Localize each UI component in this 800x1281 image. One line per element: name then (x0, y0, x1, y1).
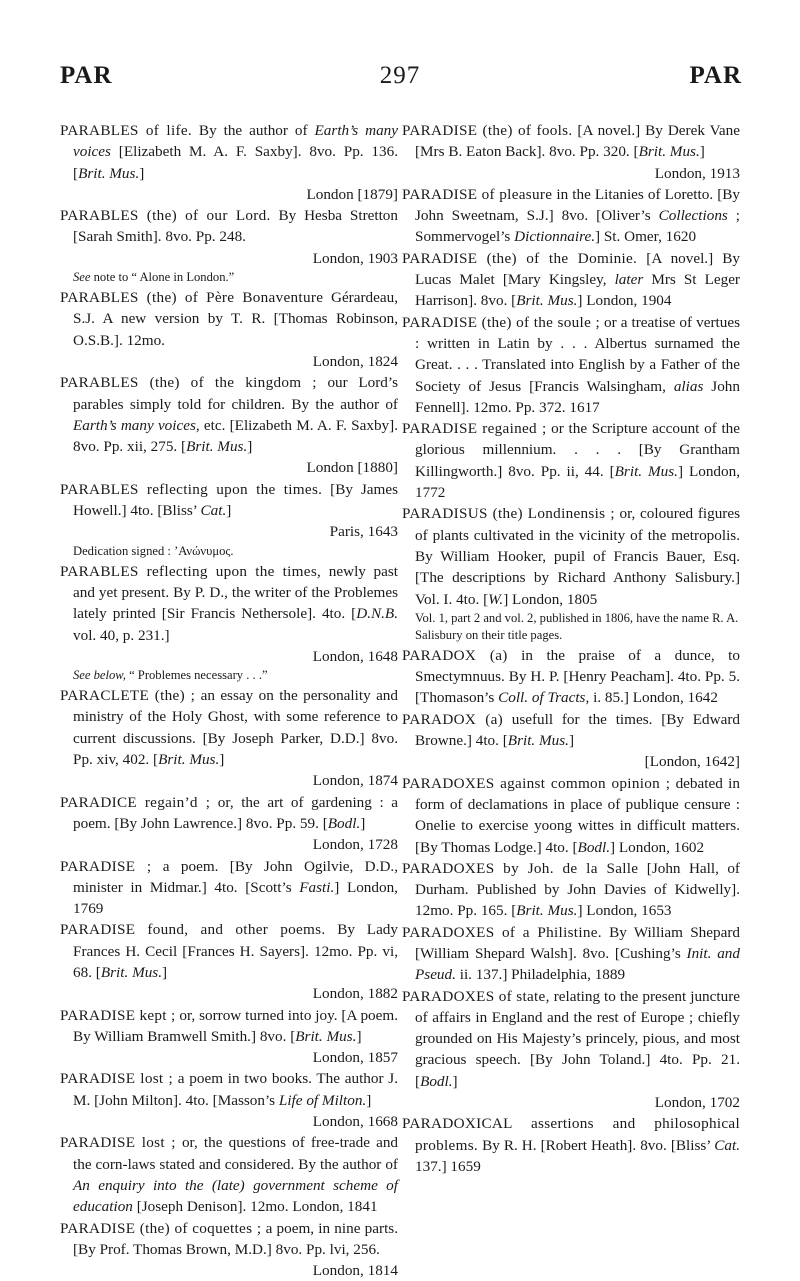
entry-headword: PARABLES of life. (60, 122, 192, 139)
page-number: 297 (379, 62, 421, 89)
entry-imprint: London [1880] (306, 459, 398, 477)
italic-title: Brit. Mus. (158, 751, 220, 769)
entry-imprint: London, 1648 (312, 647, 398, 665)
bibliography-entry: PARADISE of pleasure in the Litanies of Loretto. [By John Sweetnam, S.J.] 8vo. [Oliver’s Collections ; Sommervogel’s Dictionnaire.] St. Omer, 1620 (402, 185, 740, 246)
italic-title: Brit. Mus. (614, 462, 678, 480)
bibliography-entry: PARABLES reflecting upon the times, newly past and yet present. By P. D., the writer of the Problemes lately printed [Sir Francis Nethersole]. 4to. [D.N.B. vol. 40, p. 231.] London, 1648 (60, 561, 398, 667)
italic-title: W. (488, 590, 504, 608)
entry-note: Dedication signed : ’Ανώνυμος. (73, 543, 234, 558)
entry-headword: PARADICE regain’d ; (60, 793, 211, 811)
italic-title: Bodl. (420, 1072, 453, 1090)
italic-title: Bodl. (577, 838, 611, 856)
bibliography-entry: PARADOXICAL assertions and philosophical problems. By R. H. [Robert Heath]. 8vo. [Bliss’ Cat. 137.] 1659 (402, 1115, 740, 1175)
entry-headword: PARADISE (the) of the Dominie. (402, 249, 638, 267)
entry-headword: PARADISE (the) of fools. (402, 122, 573, 139)
bibliography-entry: PARADISE (the) of coquettes ; a poem, in nine parts. [By Prof. Thomas Brown, M.D.] 8vo. Pp. lvi, 256. London, 1814 (60, 1218, 398, 1281)
entry-headword: PARADOXICAL assertions and philosophical problems. (402, 1115, 740, 1154)
bibliography-entry: PARADOXES by Joh. de la Salle [John Hall, of Durham. Published by John Davies of Kidwelly]. 12mo. Pp. 165. [Brit. Mus.] London, 1653 (402, 859, 740, 920)
entry-headword: PARABLES (the) of our Lord. (60, 207, 271, 225)
bibliography-entry: PARADISUS (the) Londinensis ; or, coloured figures of plants cultivated in the vicinity of the metropolis. By William Hooker, pupil of Francis Bauer, Esq. [The descriptions by Richard Anthony Salisbury.] Vol. I. 4to. [W.] London, 1805 (402, 505, 740, 608)
entry-headword: PARADOXES by Joh. de la Salle (402, 859, 639, 877)
italic-title: See (73, 270, 91, 285)
entry-headword: PARADISE kept ; (60, 1006, 176, 1024)
italic-title: An enquiry into the (late) government scheme of education (73, 1176, 398, 1216)
italic-title: Collections (658, 207, 728, 225)
bibliography-entry: PARACLETE (the) ; an essay on the personality and ministry of the Holy Ghost, with some reference to current discussions. [By Joseph Parker, D.D.] 8vo. Pp. xiv, 402. [Brit. Mus.] London, 1874 (60, 685, 398, 791)
entry-headword: PARADOX (a) (402, 646, 508, 664)
entry-imprint: London, 1814 (312, 1262, 398, 1280)
entry-headword: PARADISE ; (60, 857, 152, 875)
bibliography-entry: PARADISE (the) of fools. [A novel.] By Derek Vane [Mrs B. Eaton Back]. 8vo. Pp. 320. [Brit. Mus.] London, 1913 (402, 120, 740, 184)
entry-headword: PARADISE regained ; (402, 420, 547, 438)
entry-imprint: London, 1702 (654, 1094, 740, 1112)
bibliography-entry: PARABLES (the) of Père Bonaventure Gérardeau, S.J. A new version by T. R. [Thomas Robinson, O.S.B.]. 12mo. London, 1824 (60, 287, 398, 372)
italic-title: Brit. Mus. (516, 902, 578, 920)
entry-headword: PARADOX (a) (402, 710, 503, 728)
italic-title: Life of Milton. (278, 1091, 367, 1109)
entry-headword: PARABLES reflecting upon the times, (60, 562, 322, 580)
entry-imprint: London, 1824 (312, 352, 398, 370)
italic-title: Coll. of Tracts, (498, 689, 590, 707)
italic-title: alias (673, 377, 704, 395)
entry-imprint: London, 1874 (312, 772, 398, 790)
italic-title: Dictionnaire. (514, 228, 595, 246)
entry-imprint: [London, 1642] (644, 753, 740, 771)
italic-title: Brit. Mus. (638, 143, 700, 161)
bibliography-entry: PARADISE lost ; a poem in two books. The author J. M. [John Milton]. 4to. [Masson’s Life of Milton.] London, 1668 (60, 1068, 398, 1132)
entry-imprint: London [1879] (306, 185, 398, 203)
entry-headword: PARADOXES of state, (402, 987, 550, 1005)
entry-imprint: London, 1728 (312, 836, 398, 854)
italic-title: Brit. Mus. (186, 438, 248, 456)
italic-title: later (614, 271, 644, 289)
entry-imprint: London, 1913 (654, 164, 740, 182)
bibliography-entry: PARADOXES of state, relating to the present juncture of affairs in England and the rest of Europe ; chiefly grounded on His Majesty’s princely, pious, and most gracious speech. [By John Toland.] 4to. Pp. 21. [Bodl.] London, 1702 (402, 986, 740, 1114)
entry-imprint: London, 1903 (312, 249, 398, 267)
bibliography-entry: PARADOXES against common opinion ; debated in form of declamations in place of publique censure : Onelie to exercise yoong wittes in difficult matters. [By Thomas Lodge.] 4to. [Bodl.] London, 1602 (402, 774, 740, 856)
bibliography-entry: PARABLES reflecting upon the times. [By James Howell.] 4to. [Bliss’ Cat.] Paris, 1643 (60, 479, 398, 543)
italic-title: Brit. Mus. (100, 963, 163, 981)
italic-title: Brit. Mus. (516, 292, 578, 310)
entry-headword: PARABLES reflecting upon the times. (60, 480, 323, 498)
entry-imprint: London, 1668 (312, 1113, 398, 1131)
entry-headword: PARADISE lost ; (60, 1070, 174, 1088)
italic-title: Brit. Mus. (295, 1027, 357, 1045)
entry-headword: PARADOXES of a Philistine. (402, 923, 602, 941)
entry-note: See note to “ Alone in London.” (73, 270, 235, 285)
entry-imprint: London, 1857 (312, 1049, 398, 1067)
entry-headword: PARABLES (the) of the kingdom ; (60, 374, 317, 392)
bibliography-entry: PARABLES (the) of the kingdom ; our Lord’s parables simply told for children. By the author of Earth’s many voices, etc. [Elizabeth M. A. F. Saxby]. 8vo. Pp. xii, 275. [Brit. Mus.] London [1880] (60, 372, 398, 478)
italic-title: Cat. (200, 502, 227, 520)
header-left-catchword: PAR (60, 62, 113, 89)
bibliography-entry: PARADOX (a) in the praise of a dunce, to Smectymnuus. By H. P. [Henry Peacham]. 4to. Pp. 5. [Thomason’s Coll. of Tracts, i. 85.] London, 1642 (402, 646, 740, 707)
entry-headword: PARADISE of pleasure (402, 185, 553, 203)
entry-headword: PARABLES (the) of Père Bonaventure (60, 289, 324, 307)
right-column (402, 120, 740, 1177)
running-header (0, 62, 800, 102)
italic-title: Fasti. (299, 878, 335, 896)
bibliography-entry: PARADISE lost ; or, the questions of free-trade and the corn-laws stated and considered. By the author of An enquiry into the (late) government scheme of education [Joseph Denison]. 12mo. London, 1841 (60, 1134, 399, 1216)
bibliography-entry: PARADISE (the) of the Dominie. [A novel.] By Lucas Malet [Mary Kingsley, later Mrs St Leger Harrison]. 8vo. [Brit. Mus.] London, 1904 (402, 249, 741, 310)
bibliography-entry: PARADOX (a) usefull for the times. [By Edward Browne.] 4to. [Brit. Mus.] [London, 1642] (402, 709, 740, 773)
italic-title: D.N.B. (356, 605, 398, 623)
bibliography-entry: PARADISE (the) of the soule ; or a treatise of vertues : written in Latin by . . . Albertus surnamed the Great. . . . Translated into English by a Father of the Society of Jesus [Francis Walsingham, alias John Fennell]. 12mo. Pp. 372. 1617 (402, 313, 740, 416)
bibliography-entry: PARADISE kept ; or, sorrow turned into joy. [A poem. By William Bramwell Smith.] 8vo. [Brit. Mus.] London, 1857 (60, 1005, 398, 1069)
italic-title: Init. and Pseud. (415, 944, 740, 984)
entry-headword: PARADISE (the) of the soule ; (402, 313, 600, 331)
left-column (60, 120, 398, 1281)
bibliography-entry: PARABLES (the) of our Lord. By Hesba Stretton [Sarah Smith]. 8vo. Pp. 248. London, 1903 (60, 205, 398, 269)
entry-imprint: London, 1882 (312, 985, 398, 1003)
entry-headword: PARADOXES against common opinion ; (402, 774, 671, 792)
bibliography-entry: PARADICE regain’d ; or, the art of gardening : a poem. [By John Lawrence.] 8vo. Pp. 59. [Bodl.] London, 1728 (60, 792, 398, 856)
italic-title: Earth’s many voices, (73, 416, 200, 434)
entry-note: See below, “ Problemes necessary . . .” (73, 668, 268, 683)
entry-imprint: Paris, 1643 (329, 523, 398, 541)
italic-title: See below, (73, 668, 126, 683)
italic-title: Bodl. (327, 814, 361, 832)
entry-headword: PARADISE found, and other poems. (60, 921, 326, 939)
entry-headword: PARADISE (the) of coquettes ; (60, 1219, 262, 1237)
bibliography-entry: PARADISE found, and other poems. By Lady Frances H. Cecil [Frances H. Sayers]. 12mo. Pp. vi, 68. [Brit. Mus.] London, 1882 (60, 919, 398, 1004)
entry-headword: PARACLETE (the) ; (60, 687, 196, 705)
bibliography-entry: PARADISE regained ; or the Scripture account of the glorious millennium. . . . [By Grantham Killingworth.] 8vo. Pp. ii, 44. [Brit. Mus.] London, 1772 (402, 420, 740, 502)
bibliography-entry: PARADOXES of a Philistine. By William Shepard [William Shepard Walsh]. 8vo. [Cushing’s Init. and Pseud. ii. 137.] Philadelphia, 1889 (402, 923, 740, 984)
entry-headword: PARADISE lost ; (60, 1134, 176, 1152)
entry-headword: PARADISUS (the) Londinensis ; (402, 505, 615, 523)
bibliography-entry: PARABLES of life. By the author of Earth’s many voices [Elizabeth M. A. F. Saxby]. 8vo. Pp. 136. [Brit. Mus.] London [1879] (60, 120, 398, 205)
italic-title: Cat. (714, 1136, 740, 1154)
italic-title: Brit. Mus. (78, 164, 140, 182)
entry-note: Vol. 1, part 2 and vol. 2, published in 1806, have the name R. A. Salisbury on their title pages. (415, 610, 739, 642)
italic-title: Earth’s many voices (73, 122, 398, 161)
italic-title: Brit. Mus. (507, 732, 569, 750)
bibliography-entry: PARADISE ; a poem. [By John Ogilvie, D.D., minister in Midmar.] 4to. [Scott’s Fasti.] London, 1769 (60, 857, 399, 918)
header-right-catchword: PAR (689, 62, 742, 89)
